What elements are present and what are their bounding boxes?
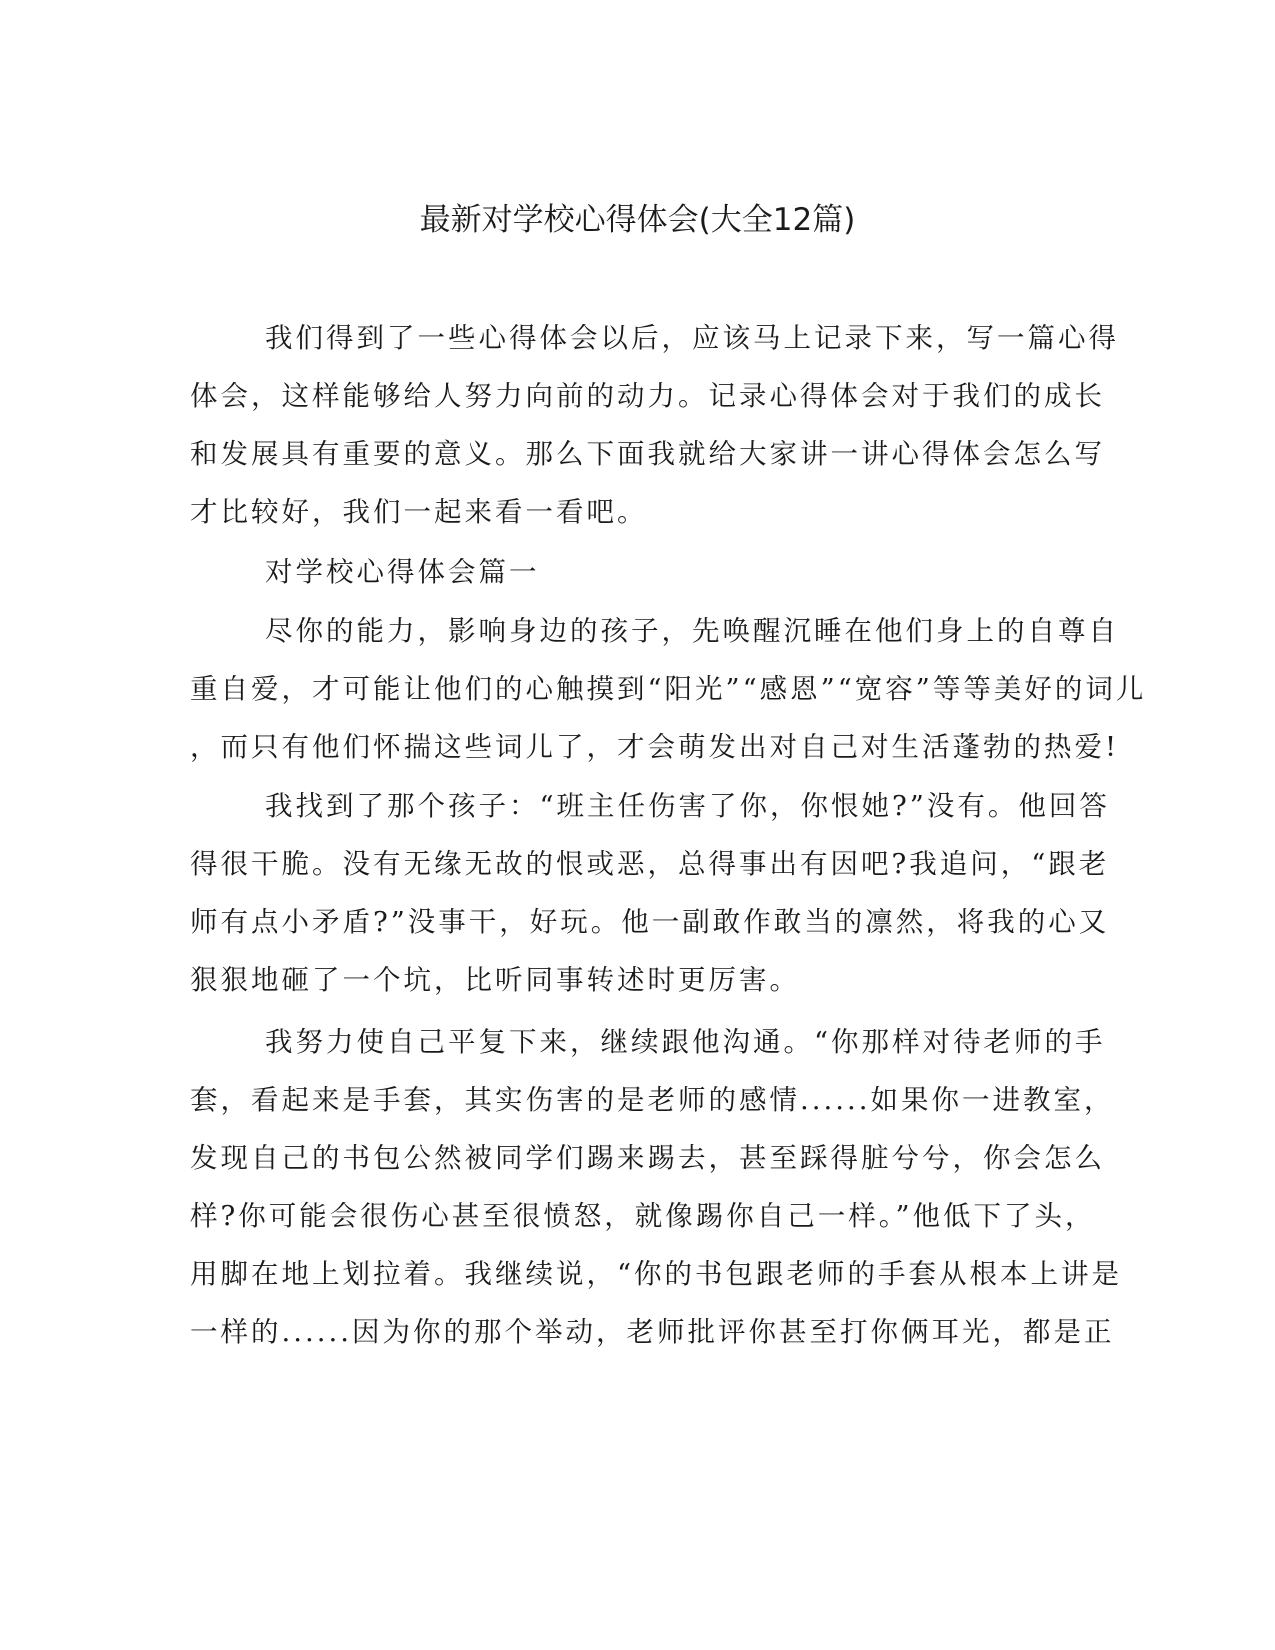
paragraph-line: 和发展具有重要的意义。那么下面我就给大家讲一讲心得体会怎么写 [190,438,1105,470]
paragraph-line: 我努力使自己平复下来，继续跟他沟通。“你那样对待老师的手 [265,1026,1106,1058]
paragraph-line: 我找到了那个孩子：“班主任伤害了你，你恨她?”没有。他回答 [265,790,1110,822]
paragraph-line: 尽你的能力，影响身边的孩子，先唤醒沉睡在他们身上的自尊自 [265,615,1119,647]
paragraph-line: 我们得到了一些心得体会以后，应该马上记录下来，写一篇心得 [265,322,1119,354]
paragraph-line: 一样的......因为你的那个举动，老师批评你甚至打你俩耳光，都是正 [190,1316,1115,1348]
paragraph-line: 才比较好，我们一起来看一看吧。 [190,496,648,528]
paragraph-line: 套，看起来是手套，其实伤害的是老师的感情......如果你一进教室， [190,1084,1115,1116]
paragraph-line: 狠狠地砸了一个坑，比听同事转述时更厉害。 [190,964,800,996]
paragraph-line: 样?你可能会很伤心甚至很愤怒，就像踢你自己一样。”他低下了头， [190,1200,1096,1232]
paragraph-line: 得很干脆。没有无缘无故的恨或恶，总得事出有因吧?我追问，“跟老 [190,848,1110,880]
document-title: 最新对学校心得体会(大全12篇) [419,202,856,238]
paragraph-line: 师有点小矛盾?”没事干，好玩。他一副敢作敢当的凛然，将我的心又 [190,906,1110,938]
paragraph-line: 发现自己的书包公然被同学们踢来踢去，甚至踩得脏兮兮，你会怎么 [190,1142,1105,1174]
paragraph-line: 体会，这样能够给人努力向前的动力。记录心得体会对于我们的成长 [190,380,1105,412]
paragraph-line: 重自爱，才可能让他们的心触摸到“阳光”“感恩”“宽容”等等美好的词儿 [190,673,1147,705]
paragraph-line: ，而只有他们怀揣这些词儿了，才会萌发出对自己对生活蓬勃的热爱! [190,731,1120,763]
paragraph-line: 用脚在地上划拉着。我继续说，“你的书包跟老师的手套从根本上讲是 [190,1258,1123,1290]
section-heading: 对学校心得体会篇一 [265,556,540,588]
